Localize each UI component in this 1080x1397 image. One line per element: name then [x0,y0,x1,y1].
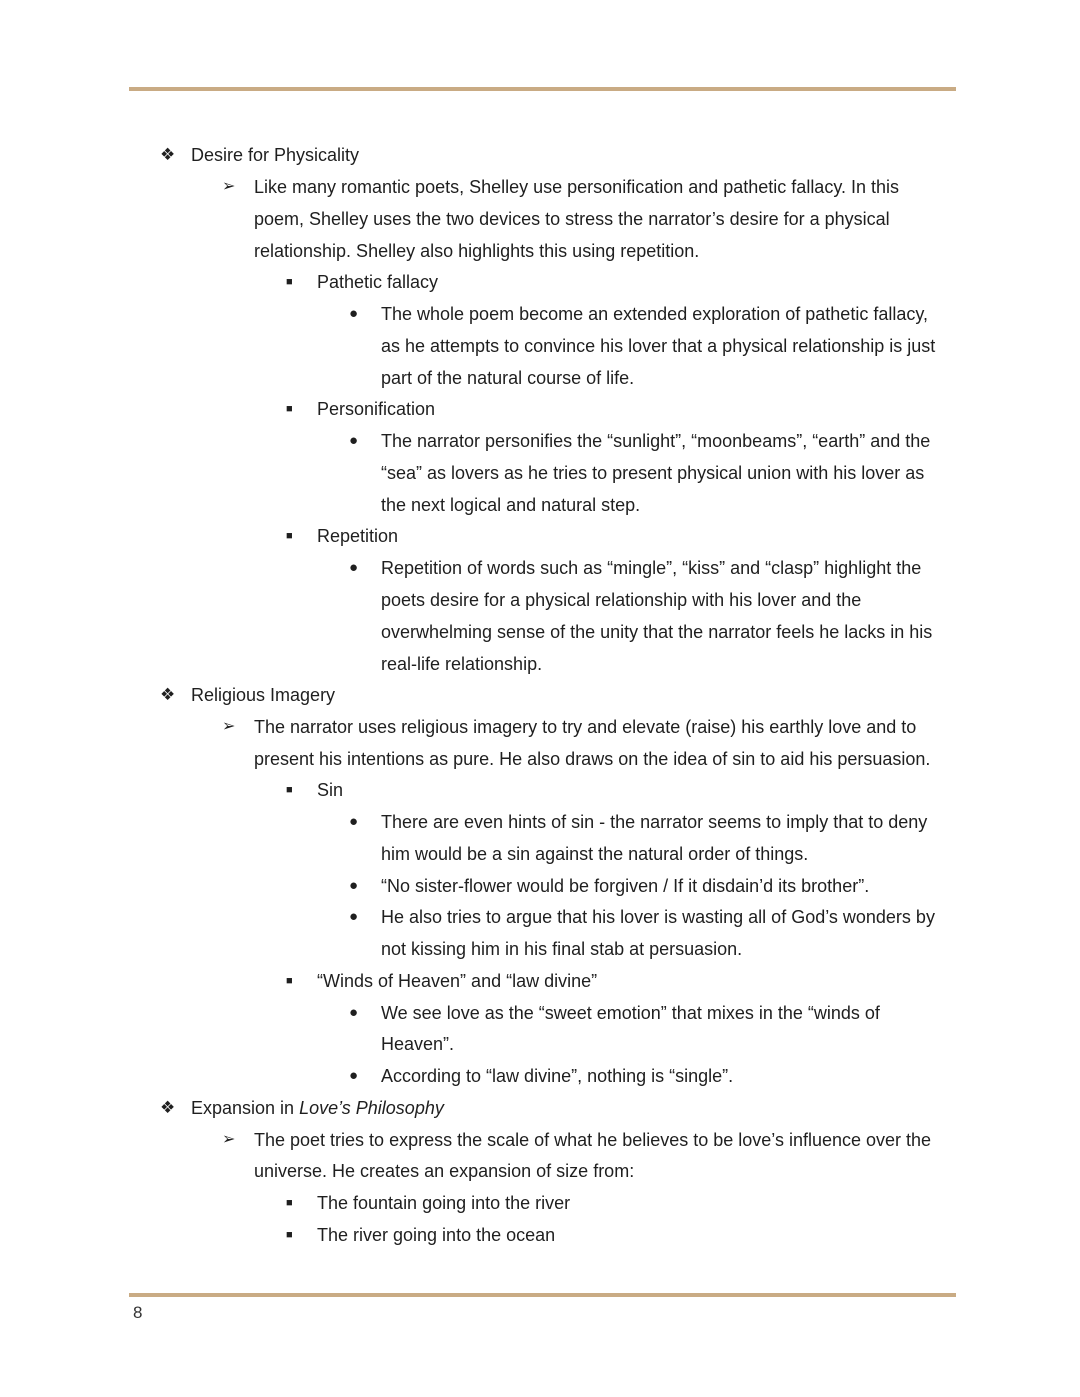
dot-bullet-icon: ● [349,305,359,322]
subheading-sin: Sin [317,780,344,800]
footer-rule [129,1293,956,1297]
arrow-bullet-icon: ➢ [222,178,236,195]
paragraph-line: universe. He creates an expansion of size from: [254,1161,635,1181]
arrow-bullet-icon: ➢ [222,718,236,735]
bullet-line: We see love as the “sweet emotion” that mixes in the “winds of [381,1003,880,1023]
dot-bullet-icon: ● [349,813,359,830]
page-number: 8 [133,1303,143,1322]
square-bullet-icon: ■ [286,403,293,415]
dot-bullet-icon: ● [349,432,359,449]
paragraph-line: present his intentions as pure. He also draws on the idea of sin to aid his persuasion. [254,749,931,769]
paragraph-line: Like many romantic poets, Shelley use personification and pathetic fallacy. In this [254,177,900,197]
dot-bullet-icon: ● [349,559,359,576]
bullet-line: him would be a sin against the natural order of things. [381,844,809,864]
square-bullet-icon: ■ [286,276,293,288]
bullet-line: “No sister-flower would be forgiven / If it disdain’d its brother”. [381,876,870,896]
subheading-repetition: Repetition [317,526,399,546]
dot-bullet-icon: ● [349,908,359,925]
subheading-pathetic-fallacy: Pathetic fallacy [317,272,439,292]
bullet-line: According to “law divine”, nothing is “single”. [381,1066,734,1086]
heading-italic-title: Love’s Philosophy [299,1098,444,1118]
bullet-line: “sea” as lovers as he tries to present physical union with his lover as [381,463,925,483]
dot-bullet-icon: ● [349,877,359,894]
subheading-winds-of-heaven: “Winds of Heaven” and “law divine” [317,971,598,991]
bullet-line: The whole poem become an extended exploration of pathetic fallacy, [381,304,929,324]
bullet-line: poets desire for a physical relationship with his lover and the [381,590,862,610]
square-bullet-icon: ■ [286,784,293,796]
header-rule [129,87,956,91]
square-bullet-icon: ■ [286,530,293,542]
bullet-line: He also tries to argue that his lover is wasting all of God’s wonders by [381,907,935,927]
dot-bullet-icon: ● [349,1004,359,1021]
dot-bullet-icon: ● [349,1067,359,1084]
list-item: The river going into the ocean [317,1225,556,1245]
section-heading-physicality: Desire for Physicality [191,145,360,165]
section-heading-religious-imagery: Religious Imagery [191,685,336,705]
bullet-line: real-life relationship. [381,654,543,674]
paragraph-line: poem, Shelley uses the two devices to stress the narrator’s desire for a physical [254,209,890,229]
arrow-bullet-icon: ➢ [222,1131,236,1148]
paragraph-line: The narrator uses religious imagery to try and elevate (raise) his earthly love and to [254,717,917,737]
bullet-line: The narrator personifies the “sunlight”, “moonbeams”, “earth” and the [381,431,931,451]
paragraph-line: relationship. Shelley also highlights this using repetition. [254,241,700,261]
bullet-line: Repetition of words such as “mingle”, “kiss” and “clasp” highlight the [381,558,922,578]
square-bullet-icon: ■ [286,975,293,987]
bullet-line: part of the natural course of life. [381,368,635,388]
diamond-bullet-icon: ❖ [160,685,176,704]
square-bullet-icon: ■ [286,1197,293,1209]
list-item: The fountain going into the river [317,1193,571,1213]
diamond-bullet-icon: ❖ [160,1098,176,1117]
bullet-line: overwhelming sense of the unity that the narrator feels he lacks in his [381,622,933,642]
bullet-line: as he attempts to convince his lover that a physical relationship is just [381,336,936,356]
paragraph-line: The poet tries to express the scale of what he believes to be love’s influence over the [254,1130,932,1150]
bullet-line: There are even hints of sin - the narrator seems to imply that to deny [381,812,928,832]
section-heading-expansion [191,1092,444,1124]
square-bullet-icon: ■ [286,1229,293,1241]
diamond-bullet-icon: ❖ [160,145,176,164]
bullet-line: the next logical and natural step. [381,495,641,515]
subheading-personification: Personification [317,399,436,419]
bullet-line: Heaven”. [381,1034,455,1054]
bullet-line: not kissing him in his final stab at persuasion. [381,939,743,959]
heading-text: Expansion in [191,1098,300,1118]
